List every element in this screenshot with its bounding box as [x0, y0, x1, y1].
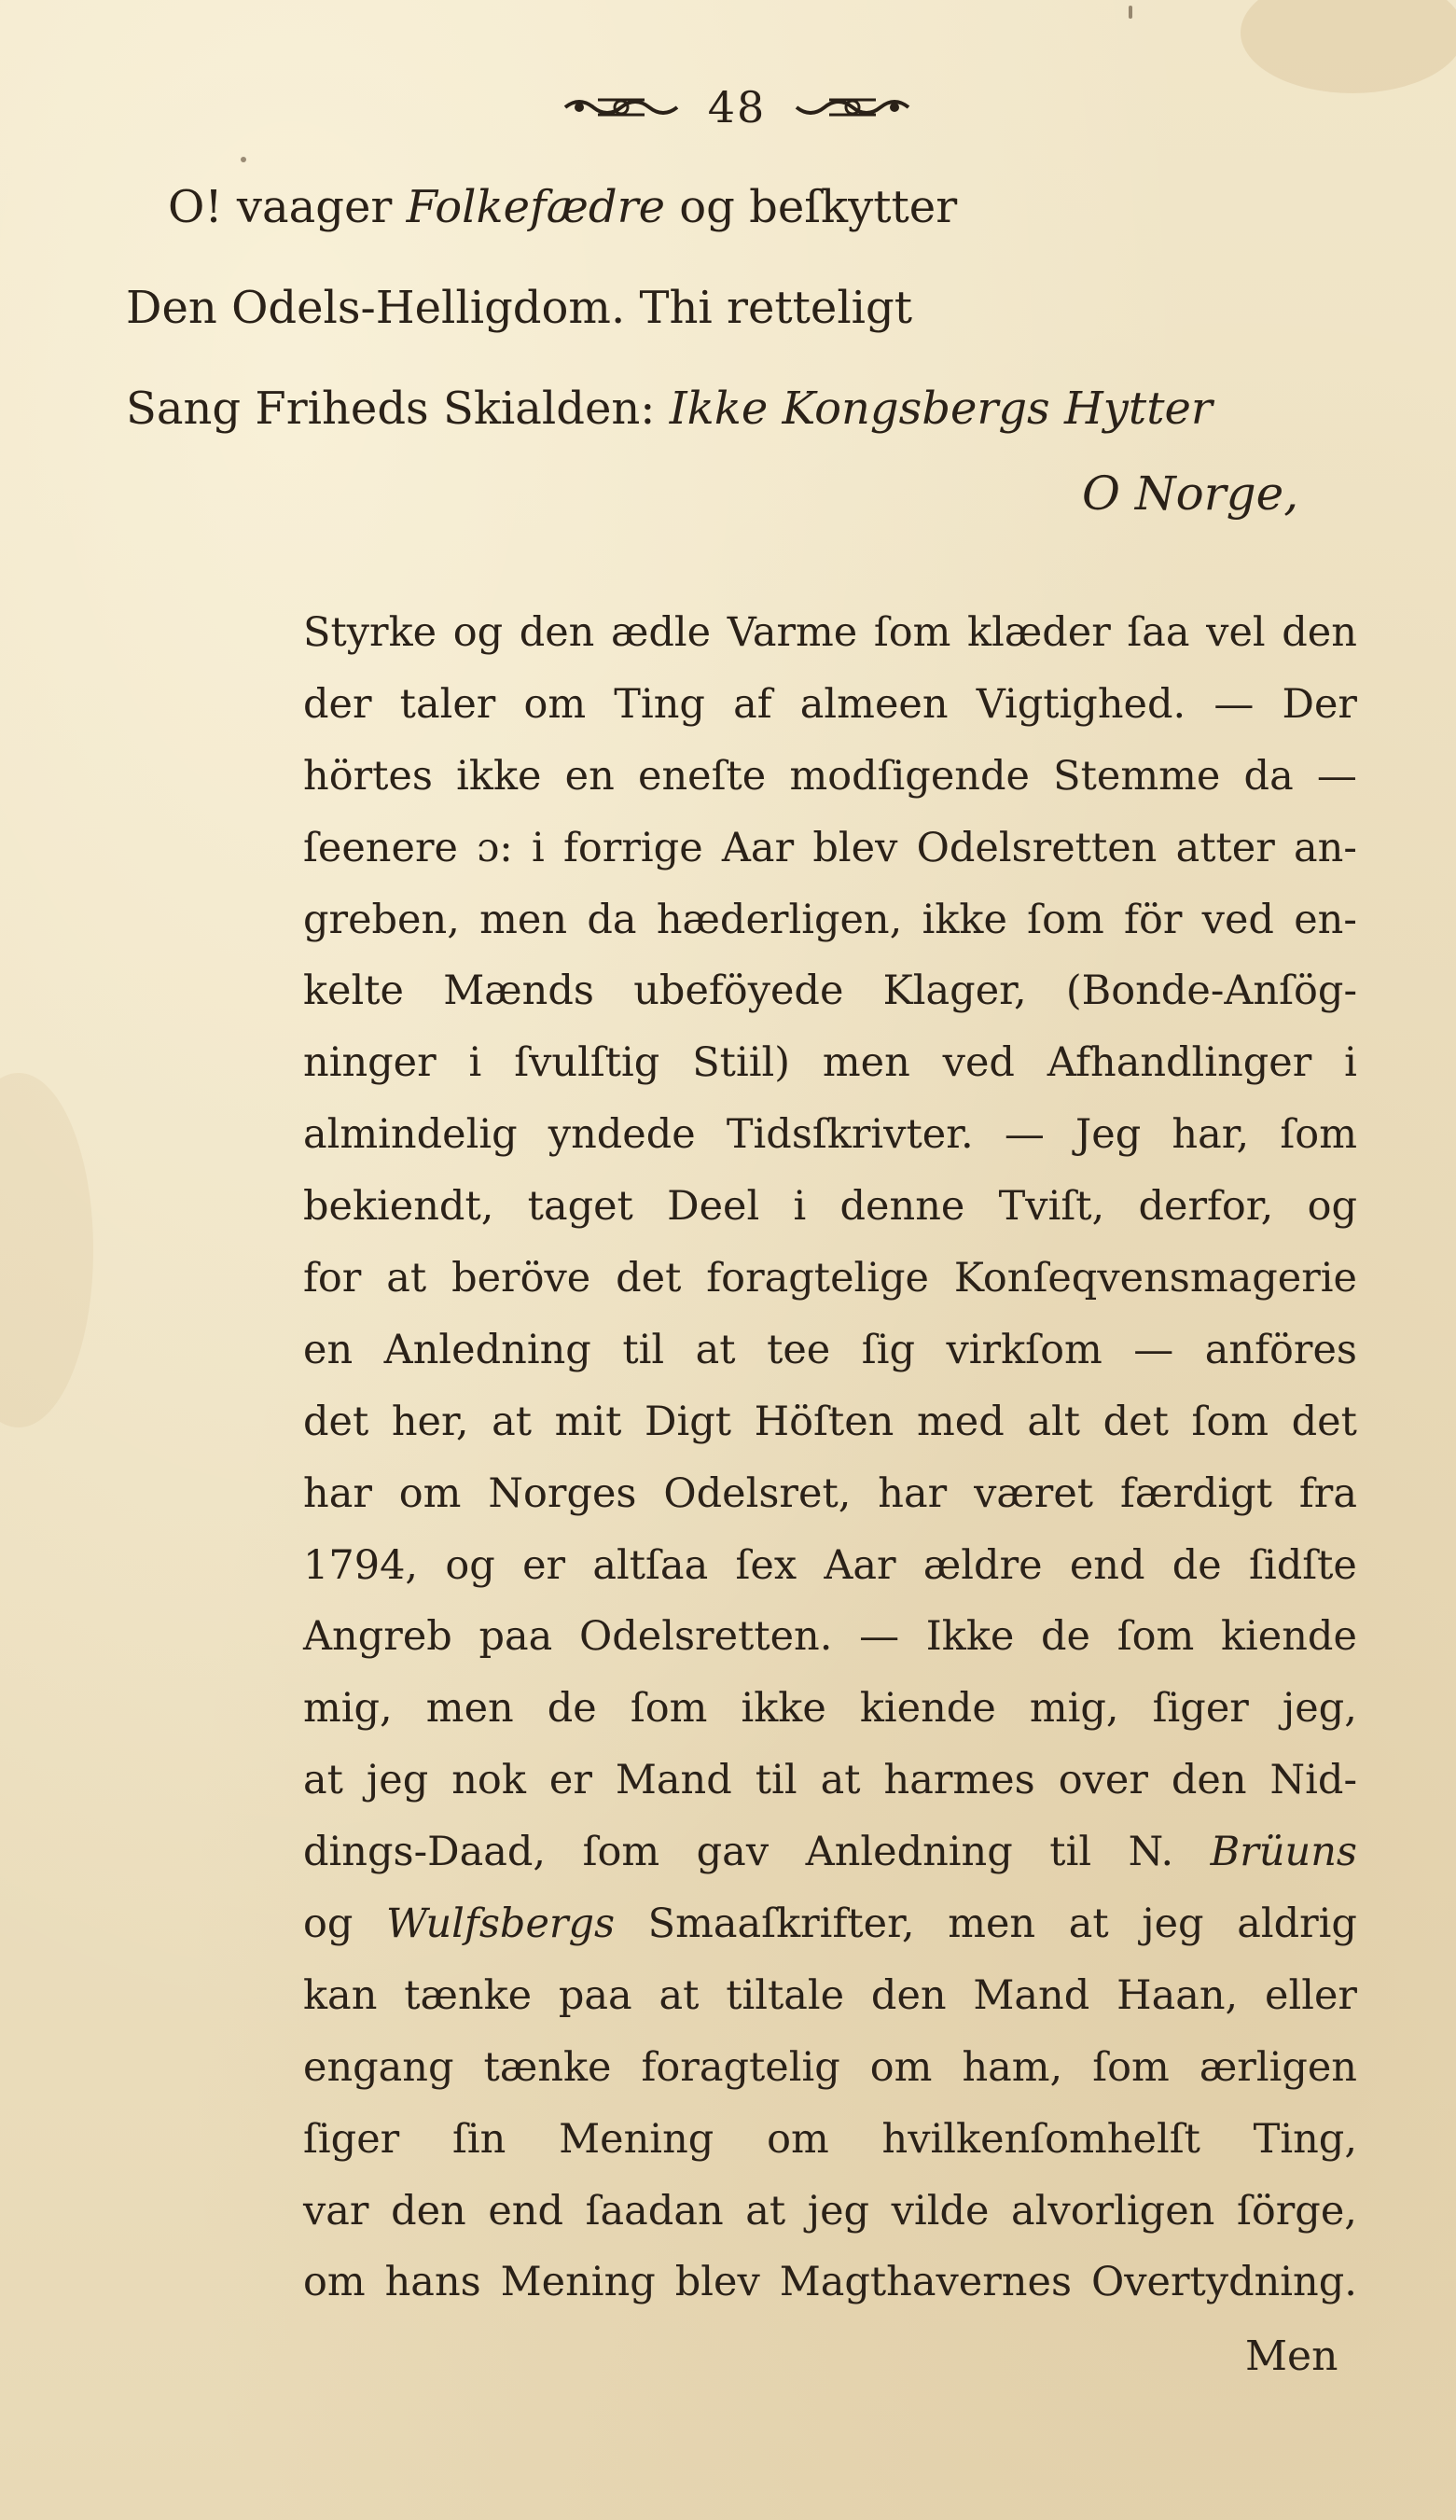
- word: ubeföyede: [633, 968, 844, 1015]
- word: blev: [812, 824, 898, 871]
- word: hans: [384, 2259, 481, 2306]
- word: ſiger: [303, 2115, 400, 2163]
- prose-line: [303, 748, 1357, 820]
- word: almindelig: [303, 1111, 518, 1159]
- word: yndede: [548, 1111, 696, 1159]
- word: Ting,: [1253, 2115, 1357, 2163]
- word: —: [1213, 680, 1255, 728]
- poem-line: [126, 278, 1338, 379]
- word: fra: [1298, 1469, 1357, 1517]
- word: Deel: [667, 1183, 760, 1231]
- word: dings-Daad,: [303, 1829, 547, 1876]
- italic-text: Ikke Kongsbergs Hytter: [669, 383, 1213, 435]
- word: en: [564, 752, 615, 800]
- word: gav: [696, 1829, 770, 1876]
- prose-paragraph: [303, 605, 1357, 2326]
- word: 1794,: [303, 1541, 419, 1589]
- prose-line: [303, 1466, 1357, 1538]
- word: ſom: [1116, 1613, 1195, 1661]
- word: hvilkenſomhelſt: [881, 2115, 1200, 2163]
- word: ſaa: [1127, 609, 1190, 656]
- prose-line: [303, 2254, 1357, 2326]
- word: end: [1069, 1541, 1145, 1589]
- word: den: [391, 2187, 466, 2235]
- word: tee: [767, 1326, 831, 1373]
- word: —: [1316, 752, 1357, 800]
- prose-line: [303, 2111, 1357, 2183]
- word: ikke: [922, 896, 1007, 943]
- word: ſom: [582, 1829, 660, 1876]
- word: vilde: [891, 2187, 990, 2235]
- word: mit: [554, 1398, 622, 1445]
- word: Mening: [559, 2115, 714, 2163]
- word: anföres: [1204, 1326, 1357, 1373]
- word: om: [523, 680, 587, 728]
- roman-text: Sang Friheds Skialden:: [126, 383, 670, 435]
- word: kan: [303, 1971, 378, 2019]
- word: Mand: [973, 1971, 1090, 2019]
- word: ham,: [962, 2043, 1063, 2091]
- word: foragtelige: [706, 1255, 929, 1302]
- prose-line: [303, 1538, 1357, 1609]
- word: Nid-: [1269, 1757, 1357, 1804]
- word: over: [1058, 1757, 1148, 1804]
- word: men: [948, 1900, 1036, 1948]
- word: ved: [1201, 896, 1274, 943]
- ink-fleck: [241, 157, 246, 162]
- word: Afhandlinger: [1047, 1039, 1312, 1087]
- word: at: [659, 1971, 700, 2019]
- word: forrige: [563, 824, 703, 871]
- prose-line: [303, 1035, 1357, 1107]
- word: at: [492, 1398, 533, 1445]
- word: men: [425, 1685, 514, 1733]
- word: Odelsret,: [663, 1469, 852, 1517]
- word: den: [870, 1971, 947, 2019]
- word: det: [1291, 1398, 1357, 1445]
- word: i: [1344, 1039, 1357, 1087]
- poem-catchword: O Norge,: [1082, 466, 1299, 521]
- word: den: [1282, 609, 1357, 656]
- word: i: [468, 1039, 482, 1087]
- word: færdigt: [1120, 1469, 1272, 1517]
- word: an-: [1294, 824, 1357, 871]
- word: mig,: [303, 1685, 393, 1733]
- word: Aar: [721, 824, 795, 871]
- word: været: [974, 1469, 1094, 1517]
- word: det: [303, 1398, 369, 1445]
- word: Klager,: [882, 968, 1027, 1015]
- prose-line: [303, 676, 1357, 748]
- word: alt: [1027, 1398, 1080, 1445]
- ink-fleck: [1129, 6, 1132, 19]
- word: er: [548, 1757, 592, 1804]
- word: ſörge,: [1236, 2187, 1357, 2235]
- word: ſom: [1092, 2043, 1170, 2091]
- poem-line: [126, 379, 1338, 480]
- word: —: [1133, 1326, 1174, 1373]
- word: Smaaſkrifter,: [647, 1900, 915, 1948]
- prose-line: [303, 1394, 1357, 1466]
- word: der: [303, 680, 372, 728]
- word: blev: [674, 2259, 760, 2306]
- word: ninger: [303, 1039, 437, 1087]
- word: det: [616, 1255, 682, 1302]
- italic-text: Folkefædre: [406, 181, 665, 233]
- word: tænke: [404, 1971, 533, 2019]
- word: Magthavernes: [779, 2259, 1073, 2306]
- word: ærligen: [1199, 2043, 1357, 2091]
- word: beröve: [451, 1255, 591, 1302]
- word: ɔ:: [477, 824, 513, 871]
- word: den: [1171, 1757, 1247, 1804]
- word: ædle: [610, 609, 712, 656]
- word: om: [398, 1469, 462, 1517]
- roman-text: O! vaager: [168, 181, 407, 233]
- word: nok: [451, 1757, 526, 1804]
- word: Jeg: [1075, 1111, 1142, 1159]
- word: —: [1004, 1111, 1045, 1159]
- word: at: [820, 1757, 861, 1804]
- word: har,: [1172, 1111, 1250, 1159]
- prose-line: [303, 963, 1357, 1035]
- word: da: [1243, 752, 1294, 800]
- prose-line: [303, 1608, 1357, 1680]
- word: jeg: [807, 2187, 870, 2235]
- word: ikke: [741, 1685, 826, 1733]
- poem-stanza: [126, 177, 1338, 480]
- word: foragtelig: [641, 2043, 840, 2091]
- word: ſeenere: [303, 824, 458, 871]
- prose-line: [303, 1107, 1357, 1178]
- word: den: [519, 609, 595, 656]
- word: for: [303, 1255, 362, 1302]
- word: vel: [1206, 609, 1266, 656]
- paper-stain: [0, 1073, 93, 1427]
- word: ſex: [735, 1541, 797, 1589]
- word: med: [916, 1398, 1005, 1445]
- word: til: [755, 1757, 797, 1804]
- word: altſaa: [592, 1541, 709, 1589]
- word: da: [587, 896, 637, 943]
- prose-line: [303, 605, 1357, 676]
- word: ſom: [1027, 896, 1104, 943]
- word: og: [452, 609, 504, 656]
- right-ornament-icon: [792, 89, 913, 126]
- word: i: [793, 1183, 807, 1231]
- word: end: [488, 2187, 564, 2235]
- word: i: [532, 824, 545, 871]
- prose-line: [303, 1824, 1357, 1896]
- word: paa: [478, 1613, 553, 1661]
- word: Anledning: [805, 1829, 1013, 1876]
- left-ornament-icon: [561, 89, 682, 126]
- word: men: [822, 1039, 910, 1087]
- word: modſigende: [789, 752, 1030, 800]
- word: denne: [839, 1183, 965, 1231]
- word: —: [859, 1613, 900, 1661]
- word: om: [767, 2115, 829, 2163]
- word: jeg,: [1282, 1685, 1357, 1733]
- word: ſom: [1191, 1398, 1269, 1445]
- word: og: [1307, 1183, 1357, 1231]
- word: greben,: [303, 896, 460, 943]
- roman-text: Den Odels-Helligdom. Thi retteligt: [126, 282, 913, 334]
- prose-line: [303, 1968, 1357, 2040]
- word: om: [303, 2259, 366, 2306]
- word: Styrke: [303, 609, 437, 656]
- word: alvorligen: [1011, 2187, 1215, 2235]
- word: ſidſte: [1249, 1541, 1357, 1589]
- word: og: [445, 1541, 495, 1589]
- word: men: [479, 896, 568, 943]
- word: taler: [399, 680, 496, 728]
- word: Vigtighed.: [976, 680, 1186, 728]
- word: at: [386, 1255, 427, 1302]
- word: har: [878, 1469, 948, 1517]
- poem-line: [126, 177, 1338, 278]
- word: Tviſt,: [998, 1183, 1105, 1231]
- word: af: [733, 680, 772, 728]
- custos-catchword: Men: [1245, 2332, 1338, 2380]
- word: er: [522, 1541, 566, 1589]
- page-header: [522, 75, 951, 140]
- word: Ikke: [925, 1613, 1015, 1661]
- prose-line: [303, 1250, 1357, 1322]
- word: jeg: [1142, 1900, 1204, 1948]
- word: at: [695, 1326, 736, 1373]
- word: ſin: [451, 2115, 506, 2163]
- word: kelte: [303, 968, 404, 1015]
- prose-line: [303, 820, 1357, 892]
- word: tænke: [483, 2043, 612, 2091]
- word: harmes: [883, 1757, 1035, 1804]
- word: ſvulſtig: [514, 1039, 660, 1087]
- italic-word: Wulfsbergs: [386, 1900, 616, 1948]
- word: de: [547, 1685, 597, 1733]
- word: om: [869, 2043, 933, 2091]
- word: engang: [303, 2043, 454, 2091]
- word: ſom: [1280, 1111, 1357, 1159]
- prose-line: [303, 1178, 1357, 1250]
- word: var: [303, 2187, 369, 2235]
- word: Ting: [614, 680, 705, 728]
- word: Stiil): [692, 1039, 790, 1087]
- word: aldrig: [1237, 1900, 1357, 1948]
- word: til: [622, 1326, 665, 1373]
- word: ſom: [873, 609, 951, 656]
- word: Mand: [615, 1757, 732, 1804]
- word: en-: [1294, 896, 1357, 943]
- word: Konſeqvensmagerie: [953, 1255, 1357, 1302]
- word: Overtydning.: [1090, 2259, 1357, 2306]
- word: almeen: [799, 680, 949, 728]
- prose-line: [303, 1322, 1357, 1394]
- word: kiende: [859, 1685, 996, 1733]
- word: klæder: [967, 609, 1111, 656]
- word: her,: [391, 1398, 469, 1445]
- word: eneſte: [638, 752, 767, 800]
- word: mig,: [1029, 1685, 1119, 1733]
- word: Haan,: [1116, 1971, 1239, 2019]
- word: jeg: [366, 1757, 429, 1804]
- word: ved: [942, 1039, 1015, 1087]
- word: Aar: [824, 1541, 896, 1589]
- word: ſiger: [1152, 1685, 1249, 1733]
- word: ſom: [630, 1685, 708, 1733]
- word: en: [303, 1326, 354, 1373]
- word: derfor,: [1138, 1183, 1274, 1231]
- page-number: 48: [707, 82, 767, 132]
- word: (Bonde-Anſög-: [1065, 968, 1357, 1015]
- prose-line: [303, 2183, 1357, 2255]
- prose-line: [303, 2040, 1357, 2111]
- word: N.: [1128, 1829, 1174, 1876]
- word: de: [1172, 1541, 1222, 1589]
- word: Odelsretten.: [579, 1613, 833, 1661]
- prose-line: [303, 892, 1357, 964]
- word: atter: [1175, 824, 1275, 871]
- word: ikke: [456, 752, 542, 800]
- word: kiende: [1220, 1613, 1357, 1661]
- word: Mænds: [443, 968, 594, 1015]
- word: taget: [527, 1183, 633, 1231]
- word: Digt: [645, 1398, 732, 1445]
- word: ældre: [922, 1541, 1043, 1589]
- word: at: [1068, 1900, 1109, 1948]
- word: ſaadan: [585, 2187, 724, 2235]
- word: Anledning: [383, 1326, 591, 1373]
- word: eller: [1265, 1971, 1357, 2019]
- word: og: [303, 1900, 354, 1948]
- word: virkſom: [946, 1326, 1102, 1373]
- word: Tidsſkrivter.: [726, 1111, 974, 1159]
- prose-line: [303, 1752, 1357, 1824]
- word: Mening: [500, 2259, 656, 2306]
- word: Höſten: [754, 1398, 894, 1445]
- prose-line: [303, 1680, 1357, 1752]
- word: Angreb: [303, 1613, 452, 1661]
- word: har: [303, 1469, 372, 1517]
- word: Der: [1282, 680, 1357, 728]
- word: Odelsretten: [916, 824, 1158, 871]
- word: Norges: [488, 1469, 637, 1517]
- word: tiltale: [726, 1971, 845, 2019]
- word: hæderligen,: [656, 896, 903, 943]
- paper-stain: [1241, 0, 1456, 93]
- word: til: [1049, 1829, 1092, 1876]
- italic-word: Brüuns: [1210, 1829, 1357, 1876]
- prose-line: [303, 1896, 1357, 1968]
- word: at: [303, 1757, 343, 1804]
- word: de: [1041, 1613, 1091, 1661]
- word: Varme: [727, 609, 858, 656]
- word: paa: [558, 1971, 632, 2019]
- word: Stemme: [1053, 752, 1221, 800]
- word: hörtes: [303, 752, 433, 800]
- roman-text: og beſkytter: [664, 181, 958, 233]
- word: det: [1102, 1398, 1169, 1445]
- word: at: [745, 2187, 786, 2235]
- word: för: [1124, 896, 1183, 943]
- word: bekiendt,: [303, 1183, 494, 1231]
- word: ſig: [861, 1326, 915, 1373]
